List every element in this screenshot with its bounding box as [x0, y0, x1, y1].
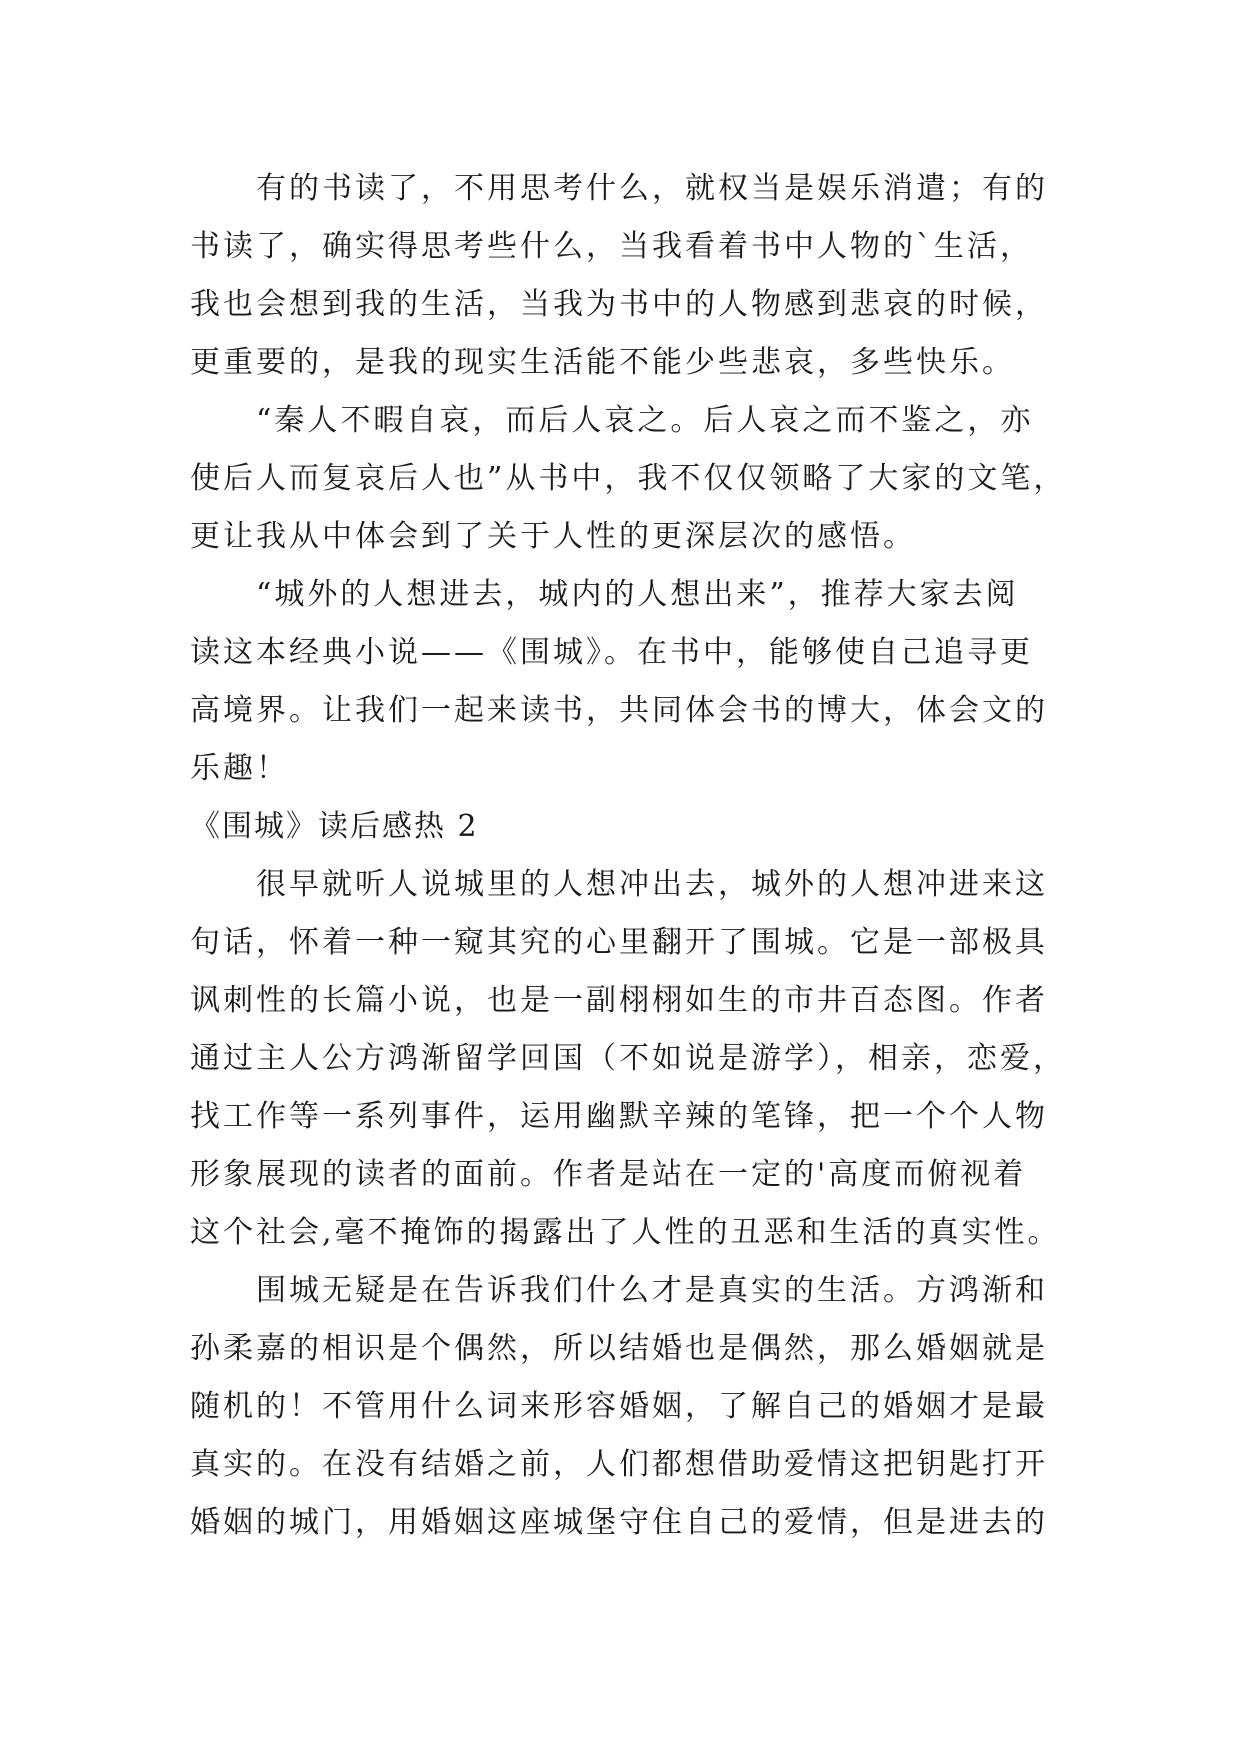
text-line: 很早就听人说城里的人想冲出去，城外的人想冲进来这 — [256, 867, 1048, 902]
text-line: 真实的。在没有结婚之前，人们都想借助爱情这把钥匙打开 — [190, 1447, 1048, 1482]
text-line: 我也会想到我的生活，当我为书中的人物感到悲哀的时候， — [190, 287, 1048, 322]
text-line: 婚姻的城门，用婚姻这座城堡守住自己的爱情，但是进去的 — [190, 1505, 1048, 1540]
text-line: 这个社会,毫不掩饰的揭露出了人性的丑恶和生活的真实性。 — [190, 1215, 1061, 1250]
text-line: 更让我从中体会到了关于人性的更深层次的感悟。 — [190, 519, 916, 554]
text-line: 句话，怀着一种一窥其究的心里翻开了围城。它是一部极具 — [190, 925, 1048, 960]
text-line: 有的书读了，不用思考什么，就权当是娱乐消遣；有的 — [256, 171, 1048, 206]
text-line: 读这本经典小说——《围城》。在书中，能够使自己追寻更 — [190, 635, 1033, 670]
text-line: “城外的人想进去，城内的人想出来”，推荐大家去阅 — [256, 577, 1019, 612]
text-line: 更重要的，是我的现实生活能不能少些悲哀，多些快乐。 — [190, 345, 1015, 380]
text-line: 使后人而复哀后人也”从书中，我不仅仅领略了大家的文笔， — [190, 461, 1067, 496]
text-line: 随机的！不管用什么词来形容婚姻，了解自己的婚姻才是最 — [190, 1389, 1048, 1424]
text-line: 形象展现的读者的面前。作者是站在一定的'高度而俯视着 — [190, 1157, 1027, 1192]
text-line: 通过主人公方鸿渐留学回国（不如说是游学），相亲，恋爱， — [190, 1041, 1066, 1076]
text-line: 孙柔嘉的相识是个偶然，所以结婚也是偶然，那么婚姻就是 — [190, 1331, 1048, 1366]
text-line: 书读了，确实得思考些什么，当我看着书中人物的`生活， — [190, 229, 1033, 264]
text-line: “秦人不暇自哀，而后人哀之。后人哀之而不鉴之，亦 — [256, 403, 1034, 438]
section-heading: 《围城》读后感热 2 — [190, 809, 479, 844]
text-line: 讽刺性的长篇小说，也是一副栩栩如生的市井百态图。作者 — [190, 983, 1048, 1018]
document-body — [190, 160, 1070, 1552]
text-line: 乐趣！ — [190, 751, 289, 786]
text-line: 高境界。让我们一起来读书，共同体会书的博大，体会文的 — [190, 693, 1048, 728]
text-line: 围城无疑是在告诉我们什么才是真实的生活。方鸿渐和 — [256, 1273, 1048, 1308]
text-line: 找工作等一系列事件，运用幽默辛辣的笔锋，把一个个人物 — [190, 1099, 1048, 1134]
